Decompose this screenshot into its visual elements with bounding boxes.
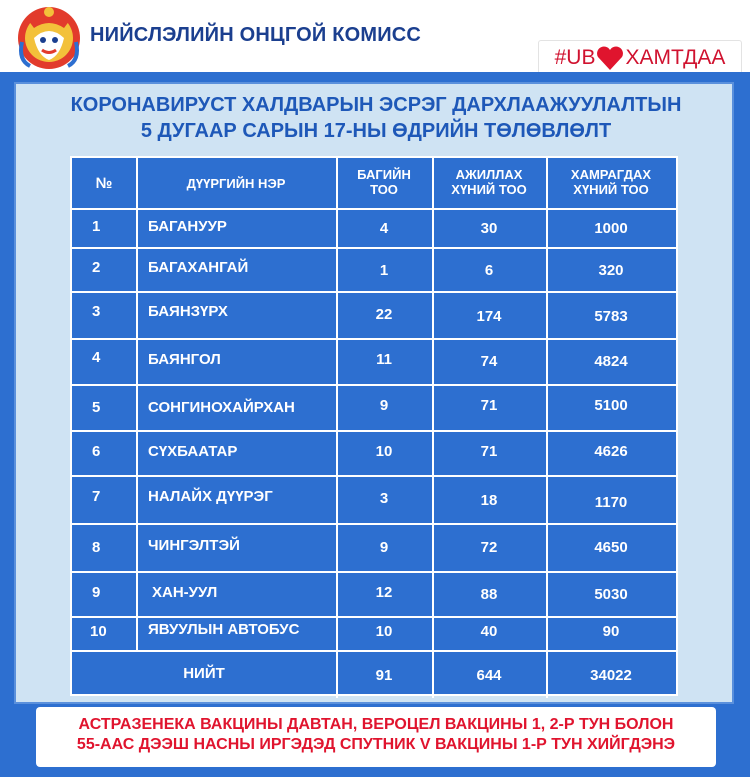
covered-count: 5100 <box>594 397 628 414</box>
grid-line <box>72 475 676 477</box>
worker-count: 30 <box>480 220 498 237</box>
row-number: 7 <box>92 488 101 505</box>
worker-count: 74 <box>480 353 498 370</box>
col-header-teams-line2: ТОО <box>370 182 398 197</box>
col-header-workers-line1: АЖИЛЛАХ <box>455 167 523 182</box>
footer-line-1: АСТРАЗЕНЕКА ВАКЦИНЫ ДАВТАН, ВЕРОЦЕЛ ВАКЦИНЫ 1, 2-Р ТУН БОЛОН <box>78 716 674 733</box>
worker-count: 40 <box>480 623 498 640</box>
covered-count: 1170 <box>594 494 628 511</box>
title-line-1: КОРОНАВИРУСТ ХАЛДВАРЫН ЭСРЭГ ДАРХЛААЖУУЛАЛТЫН <box>70 94 682 116</box>
ub-hamtdaa-logo <box>538 40 742 76</box>
grid-line <box>72 338 676 340</box>
grid-line <box>72 523 676 525</box>
team-count: 22 <box>375 306 393 323</box>
team-count: 4 <box>379 220 389 237</box>
covered-count: 1000 <box>594 220 628 237</box>
hamtdaa-text: ХАМТДАА <box>625 46 726 69</box>
grid-line <box>432 158 434 698</box>
row-number: 5 <box>92 399 101 416</box>
team-count: 10 <box>375 443 393 460</box>
district-name: ЧИНГЭЛТЭЙ <box>148 537 240 554</box>
ub-hashtag: #UB <box>554 46 596 69</box>
district-name: СҮХБААТАР <box>148 443 238 460</box>
col-header-teams-line1: БАГИЙН <box>357 167 411 182</box>
worker-count: 6 <box>484 262 494 279</box>
worker-count: 71 <box>480 443 498 460</box>
row-number: 4 <box>92 349 101 366</box>
grid-line <box>72 616 676 618</box>
district-name: СОНГИНОХАЙРХАН <box>148 399 295 416</box>
row-number: 8 <box>92 539 101 556</box>
heart-icon <box>596 45 624 71</box>
worker-count: 72 <box>480 539 498 556</box>
grid-line <box>546 158 548 698</box>
footer-notice <box>36 707 716 767</box>
district-name: БАЯНЗҮРХ <box>148 303 228 320</box>
col-header-covered-line1: ХАМРАГДАХ <box>570 167 652 182</box>
district-name: БАГАНУУР <box>148 218 227 235</box>
covered-count: 4626 <box>594 443 628 460</box>
covered-count: 90 <box>602 623 620 640</box>
col-header-no: № <box>95 175 113 192</box>
col-header-covered <box>546 167 676 197</box>
team-count: 3 <box>379 490 389 507</box>
grid-line <box>72 291 676 293</box>
grid-line <box>72 208 676 210</box>
info-board <box>0 72 750 777</box>
total-workers: 644 <box>476 667 502 684</box>
team-count: 10 <box>375 623 393 640</box>
total-teams: 91 <box>375 667 393 684</box>
city-emblem-icon <box>14 2 84 72</box>
team-count: 12 <box>375 584 393 601</box>
district-name: БАГАХАНГАЙ <box>148 259 249 276</box>
grid-line <box>72 384 676 386</box>
header <box>0 0 750 72</box>
team-count: 11 <box>376 351 392 368</box>
row-number: 10 <box>90 623 107 640</box>
grid-line <box>72 247 676 249</box>
grid-line <box>72 650 676 652</box>
grid-line <box>72 430 676 432</box>
grid-line <box>136 158 138 650</box>
worker-count: 71 <box>480 397 498 414</box>
grid-line <box>72 571 676 573</box>
district-name: НАЛАЙХ ДҮҮРЭГ <box>148 488 273 505</box>
col-header-workers-line2: ХҮНИЙ ТОО <box>451 182 527 197</box>
vaccination-table <box>70 156 678 696</box>
row-number: 1 <box>92 218 101 235</box>
covered-count: 5783 <box>594 308 628 325</box>
worker-count: 18 <box>480 492 498 509</box>
team-count: 9 <box>379 539 389 556</box>
worker-count: 174 <box>476 308 502 325</box>
organization-name: НИЙСЛЭЛИЙН ОНЦГОЙ КОМИСС <box>90 24 422 46</box>
footer-line-2: 55-ААС ДЭЭШ НАСНЫ ИРГЭДЭД СПУТНИК V ВАКЦИНЫ 1-Р ТУН ХИЙГДЭНЭ <box>76 736 676 753</box>
col-header-district: ДҮҮРГИЙН НЭР <box>186 176 286 191</box>
district-name: БАЯНГОЛ <box>148 351 221 368</box>
row-number: 3 <box>92 303 101 320</box>
team-count: 1 <box>379 262 389 279</box>
row-number: 6 <box>92 443 101 460</box>
covered-count: 5030 <box>594 586 628 603</box>
worker-count: 88 <box>480 586 498 603</box>
col-header-teams <box>336 167 432 197</box>
covered-count: 320 <box>598 262 624 279</box>
district-name: ХАН-УУЛ <box>152 584 218 601</box>
row-number: 9 <box>92 584 101 601</box>
schedule-panel <box>14 82 734 704</box>
covered-count: 4824 <box>594 353 628 370</box>
title-line-2: 5 ДУГААР САРЫН 17-НЫ ӨДРИЙН ТӨЛӨВЛӨЛТ <box>140 120 612 142</box>
row-number: 2 <box>92 259 101 276</box>
col-header-workers <box>432 167 546 197</box>
covered-count: 4650 <box>594 539 628 556</box>
total-covered: 34022 <box>590 667 632 684</box>
district-name: ЯВУУЛЫН АВТОБУС <box>148 621 300 638</box>
grid-line <box>336 158 338 698</box>
col-header-covered-line2: ХҮНИЙ ТОО <box>573 182 649 197</box>
team-count: 9 <box>379 397 389 414</box>
total-label: НИЙТ <box>183 665 225 682</box>
